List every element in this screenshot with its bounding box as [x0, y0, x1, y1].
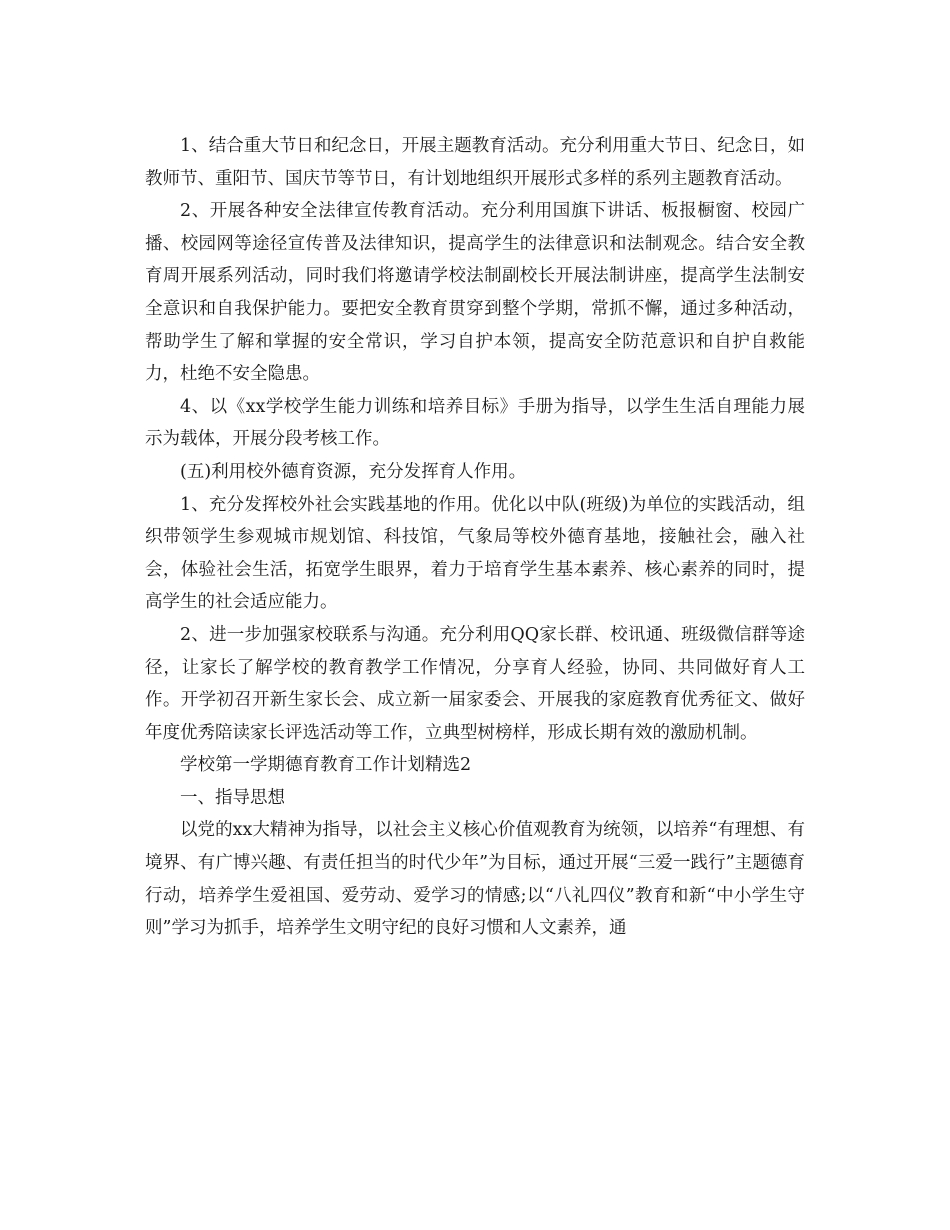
paragraph-self-care-assessment: 4、以《xx学校学生能力训练和培养目标》手册为指导，以学生生活自理能力展示为载体，开展分段考核工作。	[145, 396, 805, 450]
paragraph-guiding-ideology: 以党的xx大精神为指导，以社会主义核心价值观教育为统领，以培养“有理想、有境界、有广博兴趣、有责任担当的时代少年”为目标，通过开展“三爱一践行”主题德育行动，培养学生爱祖国、爱劳动、爱学习的情感;以“八礼四仪”教育和新“中小学生守则”学习为抓手，培养学生文明守纪的良好习惯和人文素养，通	[145, 820, 805, 939]
document-body	[145, 130, 805, 945]
paragraph-holiday-activities: 1、结合重大节日和纪念日，开展主题教育活动。充分利用重大节日、纪念日，如教师节、重阳节、国庆节等节日，有计划地组织开展形式多样的系列主题教育活动。	[145, 136, 805, 189]
document-subtitle: 学校第一学期德育教育工作计划精选2	[180, 755, 472, 776]
section-heading-guiding-ideology: 一、指导思想	[180, 787, 285, 808]
section-heading-external-resources: (五)利用校外德育资源，充分发挥育人作用。	[180, 461, 527, 482]
paragraph-social-practice: 1、充分发挥校外社会实践基地的作用。优化以中队(班级)为单位的实践活动，组织带领学生参观城市规划馆、科技馆，气象局等校外德育基地，接触社会，融入社会，体验社会生活，拓宽学生眼界，着力于培育学生基本素养、核心素养的同时，提高学生的社会适应能力。	[145, 494, 805, 613]
paragraph-home-school-communication: 2、进一步加强家校联系与沟通。充分利用QQ家长群、校讯通、班级微信群等途径，让家长了解学校的教育教学工作情况，分享育人经验，协同、共同做好育人工作。开学初召开新生家长会、成立新一届家委会、开展我的家庭教育优秀征文、做好年度优秀陪读家长评选活动等工作，立典型树榜样，形成长期有效的激励机制。	[145, 624, 805, 743]
paragraph-safety-law-education: 2、开展各种安全法律宣传教育活动。充分利用国旗下讲话、板报橱窗、校园广播、校园网等途径宣传普及法律知识，提高学生的法律意识和法制观念。结合安全教育周开展系列活动，同时我们将邀请学校法制副校长开展法制讲座，提高学生法制安全意识和自我保护能力。要把安全教育贯穿到整个学期，常抓不懈，通过多种活动，帮助学生了解和掌握的安全常识，学习自护本领，提高安全防范意识和自护自救能力，杜绝不安全隐患。	[145, 201, 805, 385]
